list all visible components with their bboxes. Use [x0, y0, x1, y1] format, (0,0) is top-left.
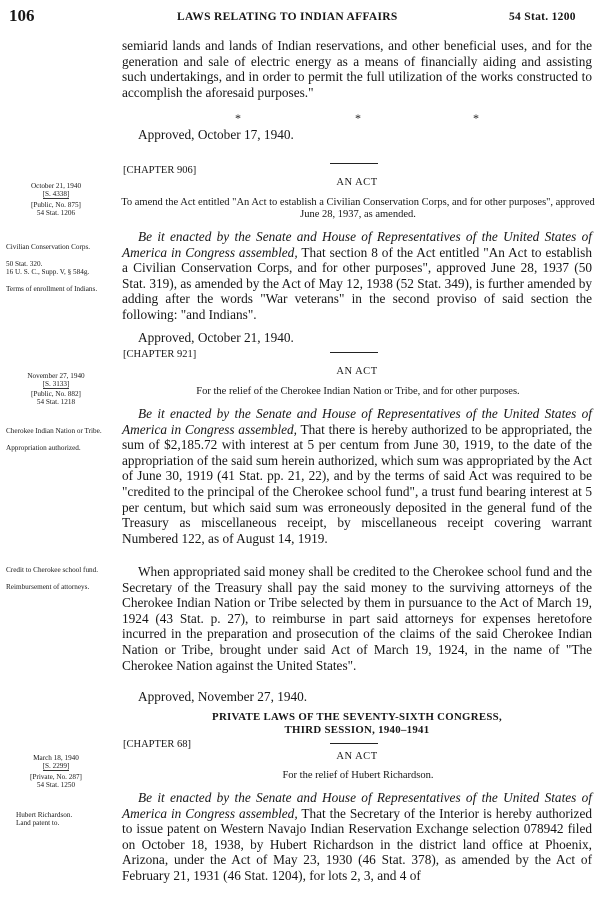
session-heading: THIRD SESSION, 1940–1941 — [284, 724, 430, 736]
section-paragraph: When appropriated said money shall be credited to the Cherokee school fund and the Secretary of the Treasury shall pay the said money to the surviving attorneys of the Cherokee Indian Nation or Tribe selected by them in pursuance to the Act of March 19, 1924 (43 Stat. p. 27), to reimburse in part said attorneys for expenses heretofore incurred in the preparation and prosecution of the claims of the said Cherokee Indian Nation or Tribe, brought under said Act of March 19, 1924, in the name of "The Cherokee Nation against the United States". — [122, 564, 592, 673]
margin-note: Hubert Richardson. — [16, 811, 73, 819]
margin-bill: [S. 4338] — [42, 190, 70, 198]
approved-line: Approved, October 21, 1940. — [138, 330, 294, 345]
margin-stat: 54 Stat. 1250 — [36, 781, 76, 789]
margin-note: Cherokee Indian Nation or Tribe. — [6, 427, 102, 435]
running-title: LAWS RELATING TO INDIAN AFFAIRS — [177, 11, 398, 23]
section-rule — [330, 743, 378, 744]
approved-line: Approved, October 17, 1940. — [138, 127, 294, 142]
star: * — [473, 111, 479, 125]
margin-note: 50 Stat. 320. — [6, 260, 43, 268]
margin-note: Civilian Conservation Corps. — [6, 243, 91, 251]
margin-date: October 21, 1940 — [30, 182, 82, 190]
margin-note: Appropriation authorized. — [6, 444, 81, 452]
margin-note: Land patent to. — [16, 819, 60, 827]
chapter-number: [CHAPTER 921] — [123, 349, 197, 360]
margin-public-law: [Public, No. 882] — [31, 390, 81, 398]
margin-note: 16 U. S. C., Supp. V, § 584g. — [6, 268, 90, 276]
margin-note: Reimbursement of attorneys. — [6, 583, 90, 591]
enacting-clause: Be it enacted by the Senate and House of Representatives of the United States of America in Congress assembled, — [122, 406, 592, 437]
private-laws-heading: PRIVATE LAWS OF THE SEVENTY-SIXTH CONGRESS, — [212, 711, 502, 723]
act-caption: AN ACT — [336, 751, 378, 762]
enacting-paragraph — [122, 229, 592, 323]
star: * — [235, 111, 241, 125]
enacting-clause: Be it enacted by the Senate and House of Representatives of the United States of America in Congress assembled, — [122, 790, 592, 821]
section-text: That there is hereby authorized to be appropriated, the sum of $2,185.72 with interest at 5 per centum from June 30, 1919, to the date of the appropriation of the said sum herein authorized, which sum was appropriated by the Act of June 30, 1919 (41 Stat. pp. 21, 22), and by the terms of said Act was required to be "credited to the principal of the Cherokee school fund", a trust fund bearing interest at 5 per centum, but which said sum was erroneously deposited in the general fund of the Treasury as miscellaneous receipt, by miscellaneous receipt covering warrant Numbered 122, as of August 14, 1919. — [122, 421, 593, 546]
enacting-paragraph — [122, 790, 592, 884]
margin-bill: [S. 2299] — [42, 762, 70, 770]
margin-stat: 54 Stat. 1218 — [36, 398, 76, 406]
margin-stat: 54 Stat. 1206 — [36, 209, 76, 217]
margin-date: March 18, 1940 — [33, 754, 79, 762]
margin-private-law: [Private, No. 287] — [30, 773, 82, 781]
star: * — [355, 111, 361, 125]
act-title: For the relief of the Cherokee Indian Nation or Tribe, and for other purposes. — [196, 386, 520, 397]
stat-reference: 54 Stat. 1200 — [509, 11, 576, 23]
act-title: To amend the Act entitled "An Act to establish a Civilian Conservation Corps, and for other purposes", approved June 28, 1937, as amended. — [121, 197, 595, 220]
approved-line: Approved, November 27, 1940. — [138, 689, 308, 704]
section-text: That section 8 of the Act entitled "An Act to establish a Civilian Conservation Corps, and for other purposes", approved June 28, 1937 (50 Stat. 319), as amended by the Act of May 12, 1938 (52 Stat. 349), is further amended by adding after the words "War veterans" in the second proviso of said section the following: "and Indians". — [122, 244, 592, 322]
enacting-clause: Be it enacted by the Senate and House of Representatives of the United States of America in Congress assembled, — [122, 229, 592, 260]
chapter-number: [CHAPTER 906] — [123, 165, 197, 176]
section-text: That the Secretary of the Interior is hereby authorized to issue patent on Western Navajo Indian Reservation Exchange selection 078942 filed on October 18, 1938, by Hubert Richardson in the district land office at Phoenix, Arizona, under the Act of May 23, 1930 (46 Stat. 378), as amended by the Act of February 21, 1931 (46 Stat. 1204), for lots 2, 3, and 4 of — [122, 805, 593, 883]
page-number: 106 — [9, 6, 35, 25]
margin-note: Credit to Cherokee school fund. — [6, 566, 99, 574]
section-rule — [330, 163, 378, 164]
opening-paragraph: semiarid lands and lands of Indian reservations, and other beneficial uses, and for the generation and sale of electric energy as a means of financially aiding and assisting such undertakings, and in order to permit the full utilization of the works constructed to accomplish the aforesaid purposes." — [122, 38, 592, 100]
act-caption: AN ACT — [336, 366, 378, 377]
margin-bill: [S. 3133] — [42, 380, 70, 388]
margin-note: Terms of enrollment of Indians. — [6, 285, 98, 293]
margin-public-law: [Public, No. 875] — [31, 201, 81, 209]
section-rule — [330, 352, 378, 353]
act-title: For the relief of Hubert Richardson. — [282, 770, 434, 781]
margin-date: November 27, 1940 — [27, 372, 85, 380]
enacting-paragraph — [122, 406, 592, 546]
chapter-number: [CHAPTER 68] — [123, 739, 191, 750]
act-caption: AN ACT — [336, 177, 378, 188]
ellipsis-stars — [0, 111, 600, 125]
